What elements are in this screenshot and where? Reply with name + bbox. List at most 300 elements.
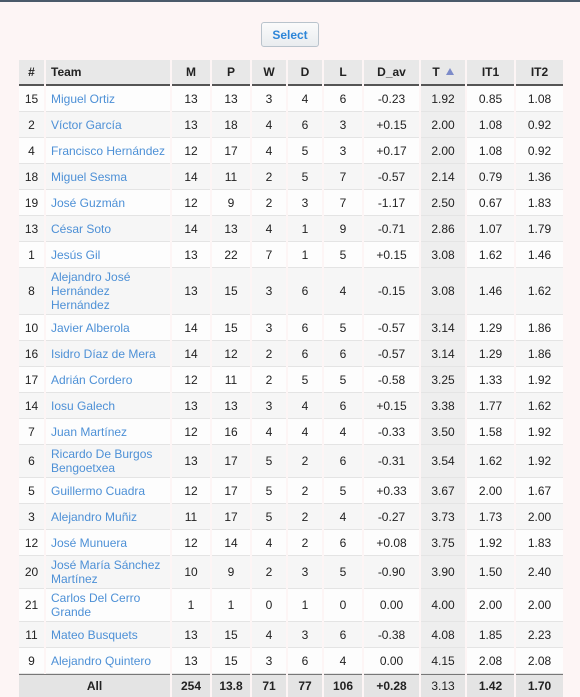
cell-m: 12 [172,419,210,445]
cell-p: 17 [212,445,250,478]
cell-team [46,341,170,367]
col-header-w[interactable]: W [252,60,286,86]
col-header-t-label: T [432,65,440,79]
col-header-team[interactable]: Team [46,60,170,86]
cell-num: 8 [19,268,44,315]
cell-it2: 2.00 [516,589,563,622]
cell-it1: 0.67 [467,190,514,216]
cell-num: 21 [19,589,44,622]
col-header-m[interactable]: M [172,60,210,86]
cell-team [46,478,170,504]
cell-w: 2 [252,190,286,216]
cell-d: 5 [288,367,322,393]
cell-dav: -0.23 [364,86,419,112]
cell-it1: 1.73 [467,504,514,530]
cell-d: 5 [288,138,322,164]
cell-l: 6 [324,341,362,367]
cell-m: 1 [172,589,210,622]
cell-p: 9 [212,190,250,216]
totals-m: 254 [172,674,210,697]
cell-it2: 0.92 [516,112,563,138]
cell-p: 12 [212,341,250,367]
cell-w: 3 [252,648,286,674]
cell-it1: 1.46 [467,268,514,315]
cell-dav: -0.31 [364,445,419,478]
cell-t: 3.73 [421,504,465,530]
cell-team [46,216,170,242]
cell-p: 11 [212,367,250,393]
cell-p: 17 [212,138,250,164]
cell-it2: 1.92 [516,367,563,393]
cell-w: 2 [252,164,286,190]
cell-d: 1 [288,589,322,622]
cell-it2: 1.46 [516,242,563,268]
cell-m: 13 [172,393,210,419]
totals-w: 71 [252,674,286,697]
cell-l: 3 [324,112,362,138]
cell-dav: 0.00 [364,589,419,622]
cell-dav: 0.00 [364,648,419,674]
team-link[interactable]: Alejandro Quintero [51,653,152,668]
cell-t: 4.00 [421,589,465,622]
cell-t: 3.08 [421,268,465,315]
team-link[interactable]: Jesús Gil [51,247,101,262]
cell-team [46,445,170,478]
cell-num: 17 [19,367,44,393]
cell-l: 5 [324,315,362,341]
cell-w: 3 [252,315,286,341]
cell-team [46,530,170,556]
cell-l: 4 [324,504,362,530]
cell-l: 6 [324,86,362,112]
cell-l: 7 [324,190,362,216]
table-row [19,648,563,674]
cell-team [46,648,170,674]
cell-p: 16 [212,419,250,445]
cell-it1: 1.07 [467,216,514,242]
cell-d: 6 [288,315,322,341]
team-link[interactable]: Miguel Sesma [51,169,128,184]
cell-d: 1 [288,242,322,268]
cell-w: 3 [252,86,286,112]
cell-dav: -1.17 [364,190,419,216]
totals-p: 13.8 [212,674,250,697]
cell-it2: 1.86 [516,315,563,341]
cell-it1: 2.08 [467,648,514,674]
cell-d: 4 [288,86,322,112]
team-link[interactable]: José María Sánchez Martínez [51,558,161,586]
cell-num: 6 [19,445,44,478]
cell-dav: -0.57 [364,315,419,341]
cell-p: 17 [212,478,250,504]
cell-p: 14 [212,530,250,556]
cell-num: 2 [19,112,44,138]
cell-t: 3.54 [421,445,465,478]
table-row [19,242,563,268]
cell-t: 4.15 [421,648,465,674]
cell-d: 3 [288,190,322,216]
cell-m: 14 [172,216,210,242]
cell-num: 20 [19,556,44,589]
cell-m: 13 [172,268,210,315]
team-link[interactable]: Alejandro José Hernández Hernández [51,270,131,312]
cell-it1: 0.79 [467,164,514,190]
cell-p: 11 [212,164,250,190]
sort-ascending-icon [446,68,454,75]
cell-team [46,589,170,622]
cell-dav: -0.71 [364,216,419,242]
cell-num: 7 [19,419,44,445]
totals-dav: +0.28 [364,674,419,697]
cell-w: 3 [252,393,286,419]
cell-it2: 1.08 [516,86,563,112]
cell-team [46,112,170,138]
cell-it2: 1.67 [516,478,563,504]
col-header-d[interactable]: D [288,60,322,86]
table-row [19,622,563,648]
cell-l: 6 [324,445,362,478]
team-link[interactable]: Iosu Galech [51,398,116,413]
cell-it1: 0.85 [467,86,514,112]
cell-d: 3 [288,556,322,589]
cell-p: 13 [212,86,250,112]
cell-m: 12 [172,190,210,216]
cell-t: 3.08 [421,242,465,268]
cell-d: 6 [288,268,322,315]
cell-dav: -0.38 [364,622,419,648]
cell-team [46,164,170,190]
team-link[interactable]: Adrián Cordero [51,372,133,387]
standings-table [17,60,565,697]
table-row [19,315,563,341]
cell-w: 5 [252,445,286,478]
cell-t: 3.75 [421,530,465,556]
cell-it2: 1.83 [516,530,563,556]
cell-w: 4 [252,216,286,242]
cell-p: 1 [212,589,250,622]
cell-l: 7 [324,164,362,190]
totals-it2: 1.70 [516,674,563,697]
cell-num: 15 [19,86,44,112]
totals-t: 3.13 [421,674,465,697]
cell-d: 4 [288,393,322,419]
cell-it2: 2.08 [516,648,563,674]
table-row [19,341,563,367]
cell-l: 5 [324,556,362,589]
cell-w: 2 [252,556,286,589]
cell-m: 14 [172,164,210,190]
cell-team [46,556,170,589]
team-link[interactable]: Carlos Del Cerro Grande [51,591,141,619]
team-link[interactable]: Miguel Ortiz [51,91,116,106]
cell-m: 13 [172,622,210,648]
cell-l: 6 [324,530,362,556]
cell-team [46,242,170,268]
cell-d: 2 [288,504,322,530]
cell-t: 2.50 [421,190,465,216]
cell-it1: 1.77 [467,393,514,419]
cell-p: 9 [212,556,250,589]
cell-it2: 1.36 [516,164,563,190]
cell-num: 13 [19,216,44,242]
cell-it2: 1.62 [516,268,563,315]
cell-dav: -0.90 [364,556,419,589]
cell-l: 6 [324,622,362,648]
cell-m: 12 [172,138,210,164]
header-row [19,60,563,86]
cell-d: 6 [288,112,322,138]
cell-l: 9 [324,216,362,242]
team-link[interactable]: Víctor García [51,117,122,132]
team-link[interactable]: Guillermo Cuadra [51,483,146,498]
col-header-t[interactable] [421,60,465,86]
cell-dav: +0.08 [364,530,419,556]
cell-it1: 2.00 [467,589,514,622]
cell-w: 7 [252,242,286,268]
cell-it2: 1.92 [516,419,563,445]
cell-t: 1.92 [421,86,465,112]
cell-it1: 2.00 [467,478,514,504]
cell-w: 4 [252,530,286,556]
cell-dav: -0.15 [364,268,419,315]
cell-dav: -0.33 [364,419,419,445]
cell-dav: +0.15 [364,242,419,268]
cell-w: 5 [252,478,286,504]
cell-dav: +0.17 [364,138,419,164]
col-header-p[interactable]: P [212,60,250,86]
cell-w: 0 [252,589,286,622]
table-row [19,164,563,190]
cell-num: 18 [19,164,44,190]
table-row [19,216,563,242]
cell-it2: 1.79 [516,216,563,242]
cell-it2: 2.23 [516,622,563,648]
cell-t: 4.08 [421,622,465,648]
cell-it2: 2.40 [516,556,563,589]
team-link[interactable]: Alejandro Muñiz [51,509,138,524]
cell-m: 13 [172,445,210,478]
cell-p: 18 [212,112,250,138]
cell-it1: 1.62 [467,242,514,268]
cell-team [46,393,170,419]
cell-t: 3.90 [421,556,465,589]
table-row [19,367,563,393]
table-row [19,478,563,504]
table-row [19,190,563,216]
cell-d: 1 [288,216,322,242]
cell-num: 10 [19,315,44,341]
cell-it2: 1.62 [516,393,563,419]
cell-w: 4 [252,622,286,648]
cell-l: 3 [324,138,362,164]
cell-w: 2 [252,367,286,393]
cell-num: 5 [19,478,44,504]
cell-w: 5 [252,504,286,530]
cell-m: 12 [172,367,210,393]
cell-it1: 1.62 [467,445,514,478]
cell-w: 4 [252,138,286,164]
cell-team [46,86,170,112]
cell-l: 5 [324,478,362,504]
team-link[interactable]: Juan Martínez [51,424,128,439]
cell-m: 11 [172,504,210,530]
cell-d: 2 [288,530,322,556]
cell-d: 2 [288,478,322,504]
cell-dav: -0.57 [364,164,419,190]
cell-it1: 1.08 [467,138,514,164]
cell-dav: -0.27 [364,504,419,530]
table-row [19,86,563,112]
cell-it1: 1.50 [467,556,514,589]
cell-l: 6 [324,393,362,419]
totals-it1: 1.42 [467,674,514,697]
col-header-it2[interactable]: IT2 [516,60,563,86]
cell-l: 5 [324,367,362,393]
cell-it2: 2.00 [516,504,563,530]
cell-p: 15 [212,315,250,341]
cell-dav: +0.15 [364,393,419,419]
cell-t: 2.00 [421,138,465,164]
table-row [19,393,563,419]
cell-m: 10 [172,556,210,589]
table-row [19,589,563,622]
cell-d: 4 [288,419,322,445]
cell-d: 5 [288,164,322,190]
cell-num: 19 [19,190,44,216]
cell-it1: 1.29 [467,315,514,341]
cell-t: 3.67 [421,478,465,504]
cell-team [46,138,170,164]
cell-p: 17 [212,504,250,530]
col-header-l[interactable]: L [324,60,362,86]
totals-d: 77 [288,674,322,697]
cell-t: 2.14 [421,164,465,190]
cell-l: 4 [324,648,362,674]
team-link[interactable]: Isidro Díaz de Mera [51,346,156,361]
cell-it2: 1.86 [516,341,563,367]
table-row [19,530,563,556]
cell-w: 4 [252,112,286,138]
cell-m: 13 [172,112,210,138]
cell-num: 11 [19,622,44,648]
cell-p: 15 [212,648,250,674]
table-row [19,112,563,138]
cell-p: 22 [212,242,250,268]
table-row [19,419,563,445]
team-link[interactable]: José Guzmán [51,195,126,210]
table-row [19,556,563,589]
cell-it1: 1.29 [467,341,514,367]
cell-num: 16 [19,341,44,367]
team-link[interactable]: José Munuera [51,535,128,550]
table-row [19,138,563,164]
cell-t: 3.25 [421,367,465,393]
cell-num: 9 [19,648,44,674]
cell-dav: -0.57 [364,341,419,367]
top-border [0,0,580,2]
cell-dav: +0.33 [364,478,419,504]
cell-l: 4 [324,268,362,315]
cell-l: 4 [324,419,362,445]
cell-p: 13 [212,393,250,419]
cell-it1: 1.08 [467,112,514,138]
cell-it1: 1.58 [467,419,514,445]
table-row [19,504,563,530]
cell-it1: 1.85 [467,622,514,648]
table-row [19,445,563,478]
cell-d: 6 [288,341,322,367]
totals-row [19,674,563,697]
cell-t: 3.14 [421,341,465,367]
col-header-it1[interactable]: IT1 [467,60,514,86]
col-header-num[interactable]: # [19,60,44,86]
cell-p: 15 [212,268,250,315]
cell-l: 5 [324,242,362,268]
cell-t: 2.86 [421,216,465,242]
cell-it1: 1.33 [467,367,514,393]
totals-l: 106 [324,674,362,697]
cell-w: 2 [252,341,286,367]
cell-team [46,367,170,393]
cell-team [46,622,170,648]
cell-m: 12 [172,478,210,504]
cell-num: 3 [19,504,44,530]
table-body [19,86,563,674]
cell-t: 3.50 [421,419,465,445]
cell-w: 4 [252,419,286,445]
cell-it1: 1.92 [467,530,514,556]
cell-m: 13 [172,86,210,112]
cell-d: 3 [288,622,322,648]
cell-it2: 1.83 [516,190,563,216]
table-row [19,268,563,315]
cell-l: 0 [324,589,362,622]
cell-dav: +0.15 [364,112,419,138]
cell-p: 15 [212,622,250,648]
cell-p: 13 [212,216,250,242]
cell-num: 4 [19,138,44,164]
cell-team [46,190,170,216]
cell-num: 14 [19,393,44,419]
cell-num: 12 [19,530,44,556]
cell-m: 13 [172,648,210,674]
cell-team [46,315,170,341]
cell-t: 3.14 [421,315,465,341]
cell-m: 14 [172,315,210,341]
cell-it2: 0.92 [516,138,563,164]
cell-t: 3.38 [421,393,465,419]
cell-dav: -0.58 [364,367,419,393]
cell-m: 12 [172,530,210,556]
team-link[interactable]: Mateo Busquets [51,627,138,642]
cell-num: 1 [19,242,44,268]
col-header-dav[interactable]: D_av [364,60,419,86]
cell-m: 13 [172,242,210,268]
cell-d: 6 [288,648,322,674]
select-button[interactable]: Select [261,22,319,47]
team-link[interactable]: César Soto [51,221,112,236]
cell-t: 2.00 [421,112,465,138]
team-link[interactable]: Javier Alberola [51,320,130,335]
cell-d: 2 [288,445,322,478]
totals-label: All [19,674,170,697]
team-link[interactable]: Francisco Hernández [51,143,166,158]
team-link[interactable]: Ricardo De Burgos Bengoetxea [51,447,153,475]
cell-team [46,504,170,530]
cell-it2: 1.92 [516,445,563,478]
cell-team [46,419,170,445]
cell-m: 14 [172,341,210,367]
